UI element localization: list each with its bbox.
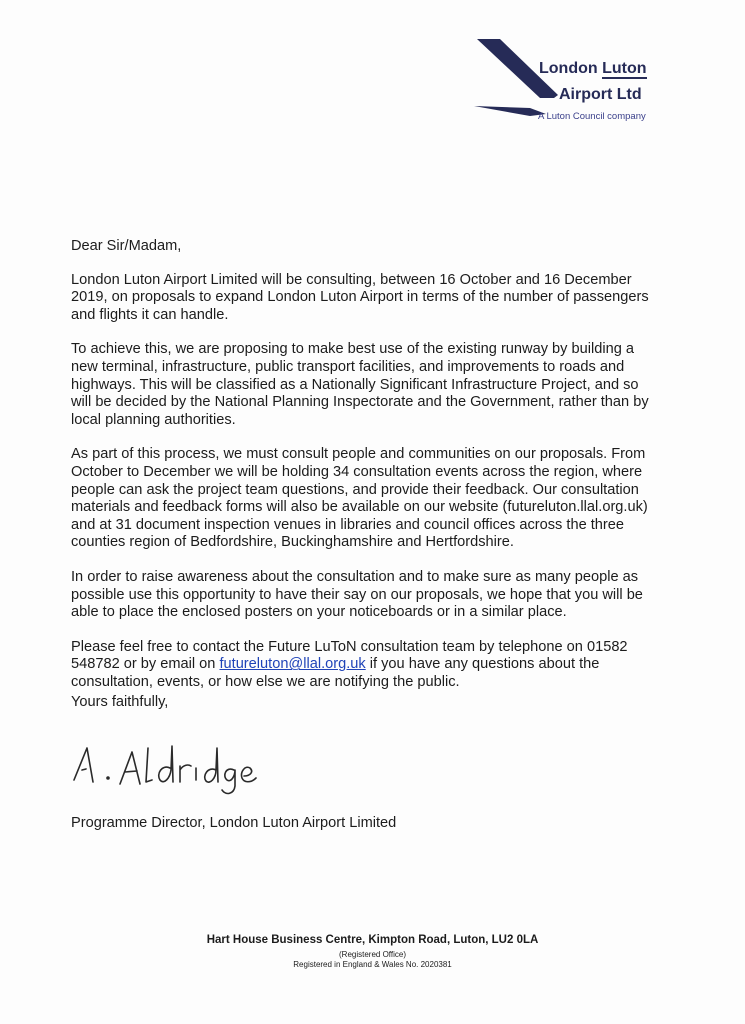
signer-title: Programme Director, London Luton Airport Limited — [71, 815, 397, 831]
logo-text-line1: London Luton — [539, 60, 647, 77]
footer-registration: Registered in England & Wales No. 2020381 — [293, 960, 452, 969]
contact-text-before: Please feel free to contact the Future LuToN consultation team by telephone on 01582 548782 or by email on — [71, 638, 628, 673]
closing: Yours faithfully, — [71, 694, 169, 710]
logo-text-line2: Airport Ltd — [559, 86, 642, 103]
paragraph-awareness: In order to raise awareness about the consultation and to make sure as many people as possible use this opportunity to have their say on our proposals, we hope that you will be able to place the enclosed posters on your noticeboards or in a similar place. — [71, 568, 643, 621]
paragraph-consultation-events: As part of this process, we must consult people and communities on our proposals. From October to December we will be holding 34 consultation events across the region, where people can ask the project team questions, and provide their feedback. Our consultation materials and feedback forms will also be available on our website (futureluton.llal.org.uk) and at 31 document inspection venues in libraries and council offices across the three counties region of Bedfordshire, Buckinghamshire and Hertfordshire. — [71, 446, 648, 551]
contact-email-link[interactable]: futureluton@llal.org.uk — [219, 656, 366, 673]
footer-address: Hart House Business Centre, Kimpton Road, Luton, LU2 0LA — [206, 934, 539, 946]
footer — [0, 934, 745, 969]
logo-tagline: A Luton Council company — [538, 111, 646, 122]
handwritten-signature — [70, 740, 270, 800]
contact-text-after: if you have any questions about the consultation, events, or how else we are notifying the public. — [71, 656, 600, 690]
footer-registered-office: (Registered Office) — [339, 950, 406, 959]
letter-body — [71, 238, 661, 708]
salutation: Dear Sir/Madam, — [71, 238, 182, 254]
paragraph-proposals: To achieve this, we are proposing to make best use of the existing runway by building a new terminal, infrastructure, public transport facilities, and improvements to roads and highways. This will be classified as a Nationally Significant Infrastructure Project, and so will be decided by the National Planning Inspectorate and the Government, rather than by local planning authorities. — [71, 341, 649, 428]
paragraph-contact — [71, 639, 661, 692]
paragraph-consultation-dates: London Luton Airport Limited will be consulting, between 16 October and 16 December 2019, on proposals to expand London Luton Airport in terms of the number of passengers and flights it can handle. — [71, 271, 649, 323]
company-logo — [470, 36, 670, 126]
